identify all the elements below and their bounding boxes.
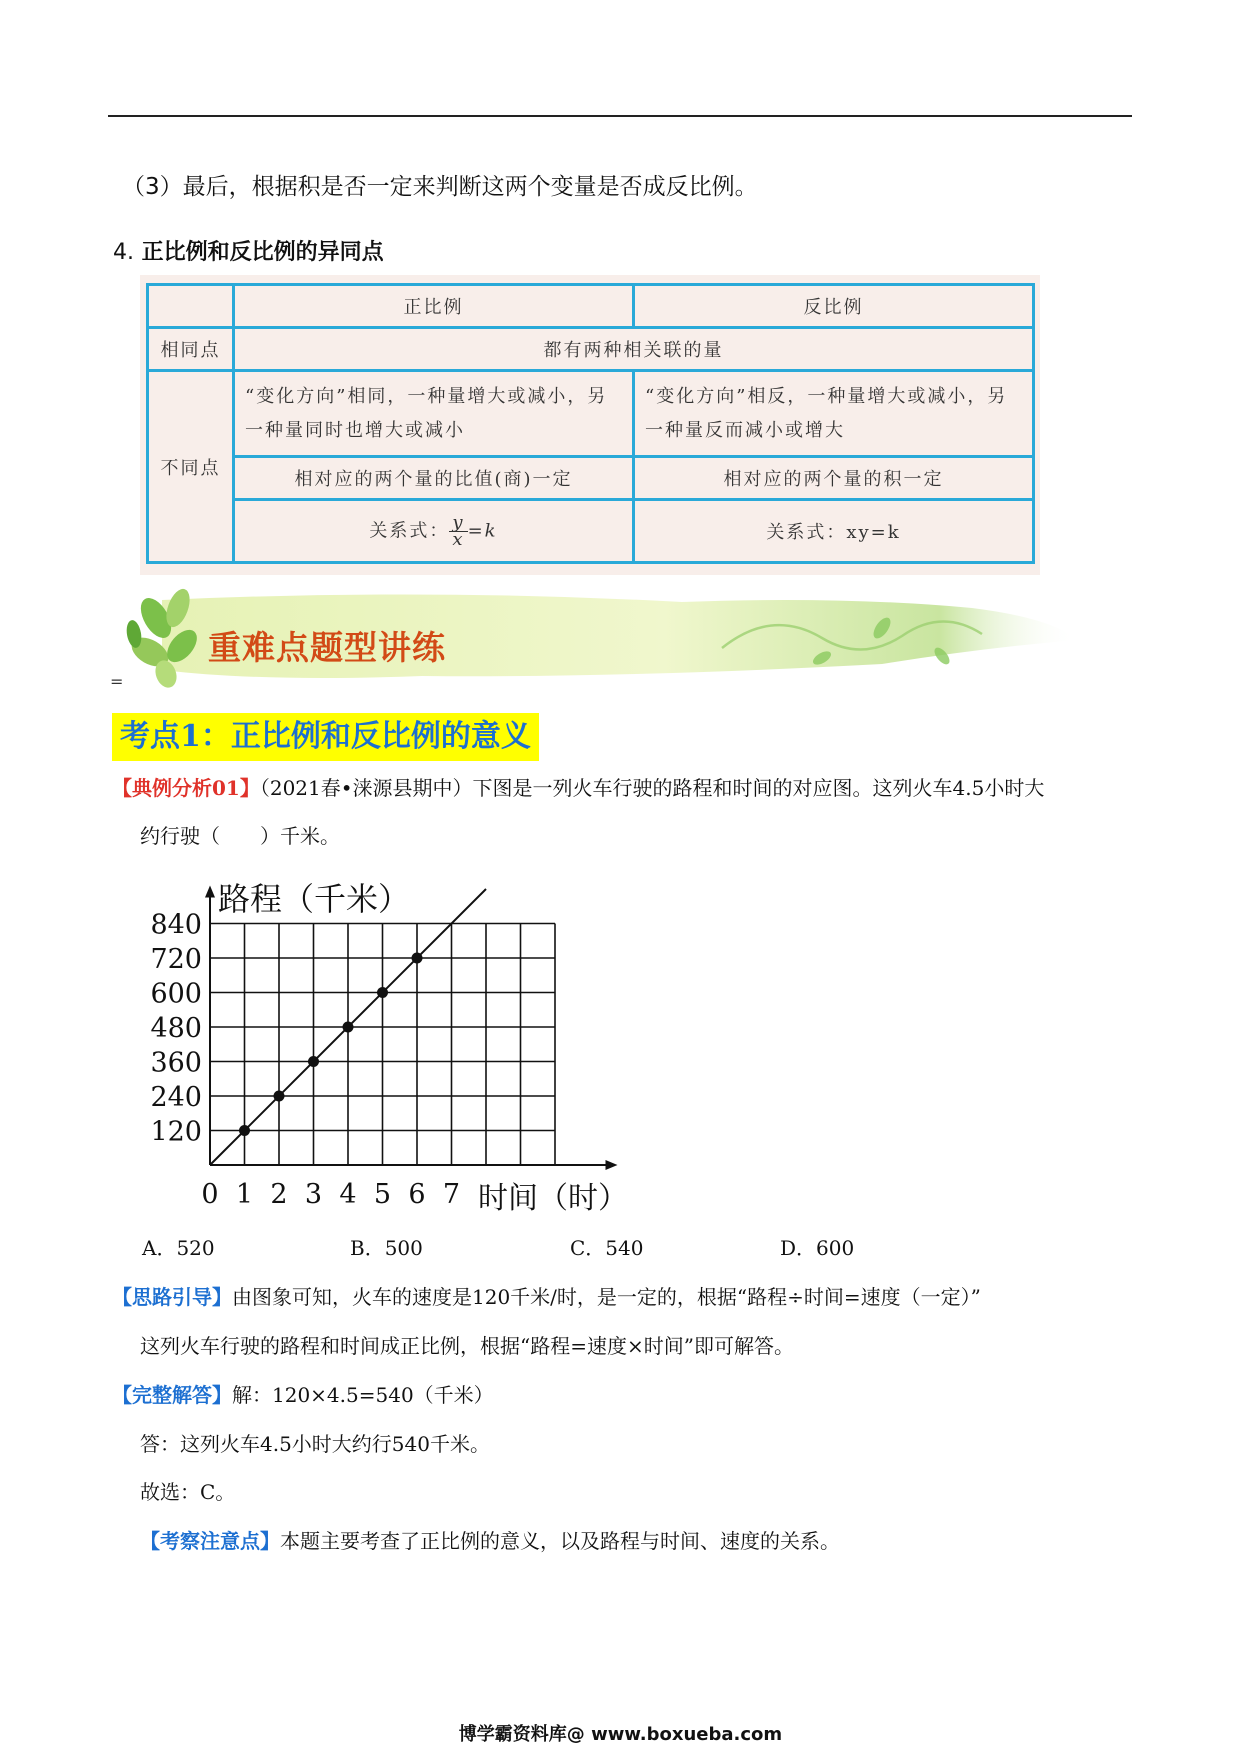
y-tick-label: 360 [150, 1047, 202, 1079]
data-point [239, 1125, 250, 1136]
diff-direction-direct: “变化方向”相同，一种量增大或减小，另一种量同时也增大或减小 [234, 371, 634, 457]
note-line [140, 1517, 840, 1565]
data-point [274, 1091, 285, 1102]
example-tag: 【典例分析01】 [112, 776, 260, 800]
page-footer: 博学霸资料库@ www.boxueba.com [458, 1724, 783, 1745]
distance-time-graph [140, 870, 660, 1220]
stray-equals-sign: = [110, 672, 124, 691]
example-text-1: （2021春•涞源县期中）下图是一列火车行驶的路程和时间的对应图。这列火车4.5小时大 [259, 776, 1045, 800]
formula-inverse: 关系式：xy=k [634, 500, 1034, 563]
example-line-1 [112, 764, 1044, 812]
answer-tag: 【完整解答】 [112, 1383, 232, 1407]
section4-title: 正比例和反比例的异同点 [141, 240, 384, 265]
answer-line-3: 故选：C。 [140, 1480, 236, 1504]
comparison-table-panel [140, 275, 1040, 575]
option-d: D．600 [780, 1236, 855, 1260]
kaodian-heading: 考点1：正比例和反比例的意义 [112, 713, 539, 761]
x-tick-labels [201, 1179, 460, 1210]
step3-text: （3）最后，根据积是否一定来判断这两个变量是否成反比例。 [122, 174, 758, 200]
x-axis-arrow-icon [606, 1160, 618, 1170]
formula-direct-tail: =k [467, 520, 498, 541]
formula-direct [234, 500, 634, 563]
y-tick-label: 720 [150, 944, 202, 975]
x-tick-label: 7 [442, 1179, 461, 1210]
section4-heading [113, 235, 384, 266]
data-point [343, 1022, 354, 1033]
x-tick-label: 0 [201, 1179, 219, 1210]
guide-line-2: 这列火车行驶的路程和时间成正比例，根据“路程=速度×时间”即可解答。 [140, 1334, 794, 1358]
example-line-2: 约行驶（ ）千米。 [140, 824, 340, 848]
option-c: C．540 [570, 1236, 644, 1260]
formula-direct-prefix: 关系式： [369, 520, 450, 541]
same-text: 都有两种相关联的量 [234, 328, 1034, 371]
note-text: 本题主要考查了正比例的意义，以及路程与时间、速度的关系。 [280, 1529, 840, 1553]
same-label: 相同点 [148, 328, 234, 371]
answer-line-1 [112, 1371, 494, 1419]
formula-denominator: x [452, 528, 465, 550]
y-axis-arrow-icon [205, 886, 215, 898]
x-tick-label: 3 [304, 1179, 323, 1210]
note-tag: 【考察注意点】 [140, 1529, 280, 1553]
x-axis-label: 时间（时） [478, 1181, 628, 1216]
guide-line-1 [112, 1273, 981, 1321]
header-rule [108, 115, 1132, 117]
diff-direction-inverse: “变化方向”相反，一种量增大或减小，另一种量反而减小或增大 [634, 371, 1034, 457]
x-tick-label: 1 [235, 1179, 254, 1210]
answer-text-1: 解：120×4.5=540（千米） [232, 1383, 494, 1407]
option-b: B．500 [350, 1236, 423, 1260]
y-tick-label: 120 [150, 1116, 202, 1148]
y-tick-label: 840 [150, 909, 202, 941]
x-tick-label: 4 [339, 1179, 357, 1210]
table-corner-cell [148, 285, 234, 328]
x-tick-label: 2 [270, 1179, 288, 1210]
option-a: A．520 [142, 1236, 215, 1260]
banner-title: 重难点题型讲练 [208, 628, 446, 667]
comparison-table [146, 283, 1035, 564]
x-tick-label: 6 [408, 1179, 426, 1210]
y-tick-labels [150, 910, 202, 1148]
guide-text-1: 由图象可知，火车的速度是120千米/时，是一定的，根据“路程÷时间=速度（一定）” [232, 1285, 981, 1309]
data-point [412, 953, 423, 964]
section4-number: 4. [113, 240, 134, 265]
graph-grid [210, 924, 555, 1166]
answer-line-2: 答：这列火车4.5小时大约行540千米。 [140, 1432, 490, 1456]
y-tick-label: 480 [150, 1013, 202, 1044]
diff-product-inverse: 相对应的两个量的积一定 [634, 457, 1034, 500]
formula-numerator: y [449, 515, 467, 532]
y-tick-label: 240 [150, 1082, 202, 1113]
diff-label: 不同点 [148, 371, 234, 563]
formula-fraction [449, 511, 467, 550]
y-axis-label: 路程（千米） [218, 880, 411, 918]
header-direct-proportion: 正比例 [234, 285, 634, 328]
guide-tag: 【思路引导】 [112, 1285, 232, 1309]
header-inverse-proportion: 反比例 [634, 285, 1034, 328]
y-tick-label: 600 [150, 978, 202, 1010]
x-tick-label: 5 [373, 1179, 392, 1210]
data-point [377, 987, 388, 998]
diff-ratio-direct: 相对应的两个量的比值(商)一定 [234, 457, 634, 500]
data-point [308, 1056, 319, 1067]
